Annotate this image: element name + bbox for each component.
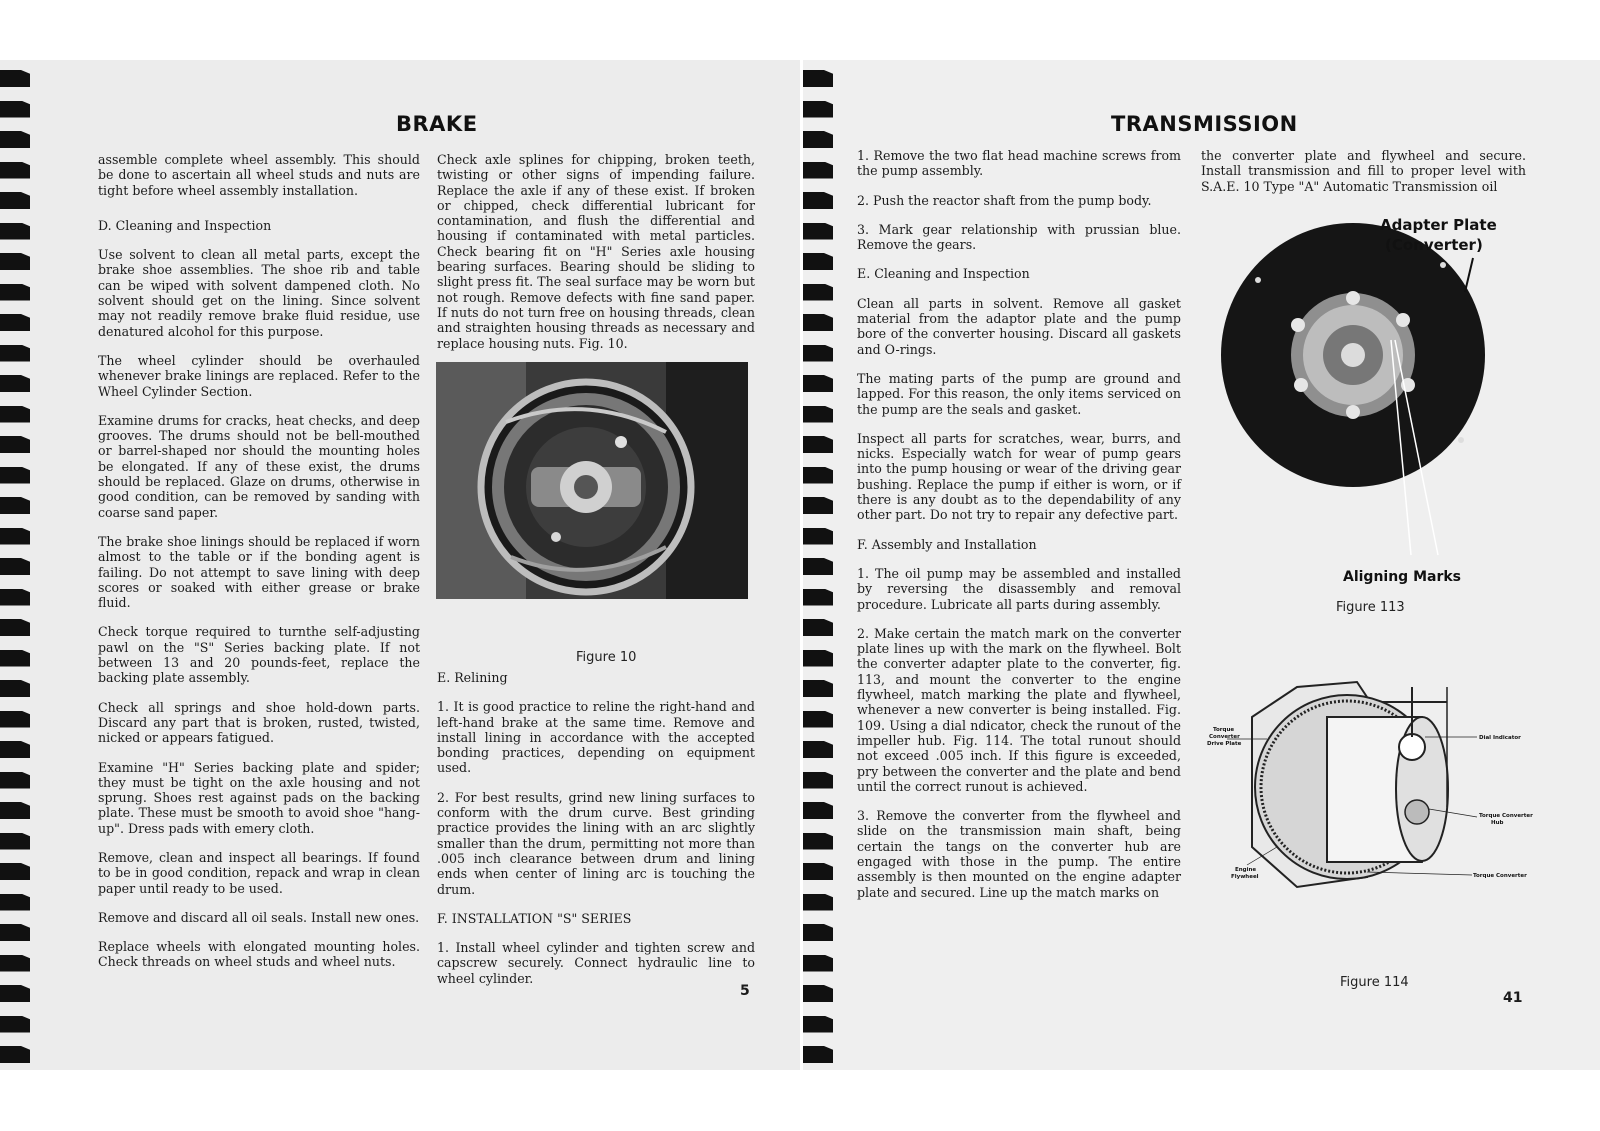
- paragraph: 1. The oil pump may be assembled and installed by reversing the disassembly and removal procedure. Lubricate all parts during assembly.: [857, 565, 1181, 612]
- paragraph: Examine drums for cracks, heat checks, and deep grooves. The drums should not be bell-mouthed or barrel-shaped nor should the mounting holes be elongated. If any of these exist, the drums should be replaced. Glaze on drums, otherwise in good condition, can be removed by sanding with coarse sand paper.: [98, 412, 420, 520]
- binding-coil: [803, 772, 833, 789]
- binding-coil: [803, 589, 833, 606]
- binding-coil: [803, 894, 833, 911]
- paragraph: 2. Make certain the match mark on the converter plate lines up with the mark on the flywheel. Bolt the converter adapter plate to the converter, fig. 113, and mount the converter to the engine flywheel, match marking the plate and flywheel, whenever a new converter is being installed. Fig. 109. Using a dial ndicator, check the runout of the impeller hub. Fig. 114. The total runout should not exceed .005 inch. If this figure is exceeded, pry between the converter and the plate and bend until the correct runout is achieved.: [857, 625, 1181, 794]
- hub-label: Hub: [1491, 820, 1504, 826]
- binding-coil: [803, 314, 833, 331]
- binding-coil: [0, 863, 30, 880]
- figure-113-adapter-plate: [1213, 210, 1533, 590]
- right-page: [803, 60, 1600, 1070]
- binding-coil: [0, 650, 30, 667]
- flywheel-label: Flywheel: [1231, 874, 1259, 880]
- binding-coil: [803, 345, 833, 362]
- paragraph: Remove and discard all oil seals. Install new ones.: [98, 909, 420, 925]
- transmission-column-2-top: [1201, 148, 1526, 208]
- binding-coil: [803, 833, 833, 850]
- binding-coil: [803, 131, 833, 148]
- torque-label: Torque: [1213, 727, 1235, 733]
- paragraph: Check all springs and shoe hold-down parts. Discard any part that is broken, rusted, twisted, nicked or appears fatigued.: [98, 699, 420, 746]
- binding-coil: [0, 833, 30, 850]
- binding-coil: [0, 680, 30, 697]
- binding-coil: [803, 863, 833, 880]
- paragraph: Use solvent to clean all metal parts, except the brake shoe assemblies. The shoe rib and table can be wiped with solvent dampened cloth. No solvent should get on the lining. Since solvent may not readily remove brake fluid residue, use denatured alcohol for this purpose.: [98, 247, 420, 339]
- section-heading-relining: E. Relining: [437, 670, 508, 685]
- paragraph: 3. Remove the converter from the flywheel and slide on the transmission main shaft, being certain the tangs on the converter hub are engaged with those in the pump. The entire assembly is then mounted on the engine adapter plate and secured. Line up the match marks on: [857, 808, 1181, 900]
- binding-coil: [803, 101, 833, 118]
- section-heading-cleaning: E. Cleaning and Inspection: [857, 266, 1030, 282]
- paragraph: 1. It is good practice to reline the right-hand and left-hand brake at the same time. Remove and install lining in accordance with the accepted bonding practices, depending on equipment used.: [437, 699, 755, 776]
- binding-coil: [803, 70, 833, 87]
- binding-coil: [803, 680, 833, 697]
- binding-coil: [803, 1016, 833, 1033]
- brake-heading: BRAKE: [396, 112, 478, 136]
- paragraph: 2. Push the reactor shaft from the pump body.: [857, 192, 1152, 208]
- figure-114-caption: Figure 114: [1340, 975, 1409, 990]
- binding-coil: [0, 619, 30, 636]
- drive-plate-label: Drive Plate: [1207, 741, 1242, 747]
- spiral-binding-right: [803, 60, 841, 1070]
- page-number-right: 41: [1503, 990, 1523, 1006]
- paragraph: the converter plate and flywheel and secure. Install transmission and fill to proper level with S.A.E. 10 Type "A" Automatic Transmission oil: [1201, 148, 1526, 194]
- binding-coil: [803, 375, 833, 392]
- paragraph: Check torque required to turnthe self-adjusting pawl on the "S" Series backing plate. If not between 13 and 20 pounds-feet, replace the backing plate assembly.: [98, 624, 420, 686]
- binding-coil: [0, 924, 30, 941]
- binding-coil: [0, 802, 30, 819]
- binding-coil: [803, 467, 833, 484]
- paragraph: 1. Install wheel cylinder and tighten screw and capscrew securely. Connect hydraulic line to wheel cylinder.: [437, 940, 755, 986]
- binding-coil: [0, 70, 30, 87]
- binding-coil: [0, 772, 30, 789]
- binding-coil: [0, 345, 30, 362]
- binding-coil: [803, 497, 833, 514]
- binding-coil: [803, 802, 833, 819]
- spiral-binding-left: [0, 60, 38, 1070]
- paragraph: 1. Remove the two flat head machine screws from the pump assembly.: [857, 148, 1181, 179]
- binding-coil: [0, 894, 30, 911]
- paragraph: Replace wheels with elongated mounting holes. Check threads on wheel studs and wheel nuts.: [98, 939, 420, 970]
- converter-label: (Converter): [1385, 236, 1483, 254]
- section-heading-installation: F. INSTALLATION "S" SERIES: [437, 910, 632, 926]
- binding-coil: [803, 406, 833, 423]
- binding-coil: [803, 985, 833, 1002]
- binding-coil: [0, 985, 30, 1002]
- binding-coil: [0, 955, 30, 972]
- binding-coil: [0, 101, 30, 118]
- binding-coil: [803, 253, 833, 270]
- binding-coil: [803, 284, 833, 301]
- binding-coil: [803, 619, 833, 636]
- dial-indicator-gauge: [1399, 734, 1425, 760]
- binding-coil: [803, 955, 833, 972]
- binding-coil: [0, 467, 30, 484]
- binding-coil: [803, 223, 833, 240]
- binding-coil: [0, 711, 30, 728]
- engine-label: Engine: [1235, 867, 1257, 873]
- section-heading-assembly: F. Assembly and Installation: [857, 536, 1037, 552]
- paragraph: Remove, clean and inspect all bearings. If found to be in good condition, repack and wrap in clean paper until ready to be used.: [98, 849, 420, 896]
- binding-coil: [803, 528, 833, 545]
- brake-column-2-top: [437, 152, 755, 365]
- binding-coil: [0, 131, 30, 148]
- paragraph: 2. For best results, grind new lining surfaces to conform with the drum curve. Best grinding practice provides the lining with an arc slightly smaller than the drum, permitting not more than .005 inch clearance between drum and lining ends when center of lining arc is touching the drum.: [437, 789, 755, 897]
- binding-coil: [0, 497, 30, 514]
- binding-coil: [803, 741, 833, 758]
- aligning-marks-label: Aligning Marks: [1343, 569, 1462, 585]
- converter-label: Converter: [1209, 734, 1240, 740]
- page-number-left: 5: [740, 983, 750, 999]
- binding-coil: [803, 162, 833, 179]
- binding-coil: [803, 711, 833, 728]
- binding-coil: [0, 528, 30, 545]
- figure-113-caption: Figure 113: [1336, 600, 1405, 615]
- brake-column-2-bottom: [437, 670, 755, 1000]
- section-heading-cleaning: D. Cleaning and Inspection: [98, 217, 272, 233]
- figure-10-caption: Figure 10: [576, 650, 637, 665]
- transmission-column-1: [857, 148, 1181, 914]
- binding-coil: [0, 253, 30, 270]
- binding-coil: [803, 192, 833, 209]
- binding-coil: [803, 558, 833, 575]
- binding-coil: [0, 589, 30, 606]
- binding-coil: [0, 406, 30, 423]
- adapter-plate-label: Adapter Plate: [1380, 216, 1497, 234]
- binding-coil: [0, 1046, 30, 1063]
- binding-coil: [0, 223, 30, 240]
- paragraph: 3. Mark gear relationship with prussian blue. Remove the gears.: [857, 221, 1181, 253]
- binding-coil: [803, 924, 833, 941]
- figure-10-brake-photo: [436, 362, 748, 599]
- transmission-heading: TRANSMISSION: [1111, 112, 1298, 136]
- paragraph: The wheel cylinder should be overhauled whenever brake linings are replaced. Refer to the Wheel Cylinder Section.: [98, 352, 420, 399]
- brake-drum-illustration: [436, 362, 748, 599]
- binding-coil: [0, 741, 30, 758]
- binding-coil: [0, 162, 30, 179]
- binding-coil: [0, 314, 30, 331]
- binding-coil: [0, 1016, 30, 1033]
- binding-coil: [0, 284, 30, 301]
- dial-indicator-label: Dial Indicator: [1479, 735, 1521, 741]
- paragraph: The mating parts of the pump are ground and lapped. For this reason, the only items serviced on the pump are the seals and gasket.: [857, 370, 1181, 417]
- paragraph: Check axle splines for chipping, broken teeth, twisting or other signs of impending failure. Replace the axle if any of these exist. If broken or chipped, check differential lubricant for contamination, and flush the differential and housing if contaminated with metal particles. Check bearing fit on "H" Series axle housing bearing surfaces. Bearing should be sliding to slight press fit. The seal surface may be worn but not rough. Remove defects with fine sand paper. If nuts do not turn free on housing threads, clean and straighten housing threads as necessary and replace housing nuts. Fig. 10.: [437, 152, 755, 351]
- figure-114-converter-diagram: [1207, 677, 1533, 892]
- paragraph: Examine "H" Series backing plate and spider; they must be tight on the axle housing and not sprung. Shoes rest against pads on the backing plate. These must be smooth to avoid shoe "hang-up". Dress pads with emery cloth.: [98, 759, 420, 836]
- paragraph: Clean all parts in solvent. Remove all gasket material from the adaptor plate and the pump bore of the converter housing. Discard all gaskets and O-rings.: [857, 295, 1181, 357]
- left-page: [0, 60, 800, 1070]
- binding-coil: [803, 650, 833, 667]
- binding-coil: [0, 436, 30, 453]
- torque-converter-hub-label: Torque Converter: [1479, 813, 1533, 819]
- brake-column-1: [98, 152, 420, 984]
- binding-coil: [0, 192, 30, 209]
- binding-coil: [0, 375, 30, 392]
- paragraph: Inspect all parts for scratches, wear, burrs, and nicks. Especially watch for wear of pump gears into the pump housing or wear of the driving gear bushing. Replace the pump if either is worn, or if there is any doubt as to the dependability of any other part. Do not try to repair any defective part.: [857, 430, 1181, 523]
- binding-coil: [803, 1046, 833, 1063]
- binding-coil: [0, 558, 30, 575]
- paragraph: The brake shoe linings should be replaced if worn almost to the table or if the bonding agent is failing. Do not attempt to save lining with deep scores or soaked with either grease or brake fluid.: [98, 533, 420, 611]
- binding-coil: [803, 436, 833, 453]
- torque-converter-label: Torque Converter: [1473, 873, 1527, 879]
- paragraph: assemble complete wheel assembly. This should be done to ascertain all wheel studs and nuts are tight before wheel assembly installation.: [98, 152, 420, 198]
